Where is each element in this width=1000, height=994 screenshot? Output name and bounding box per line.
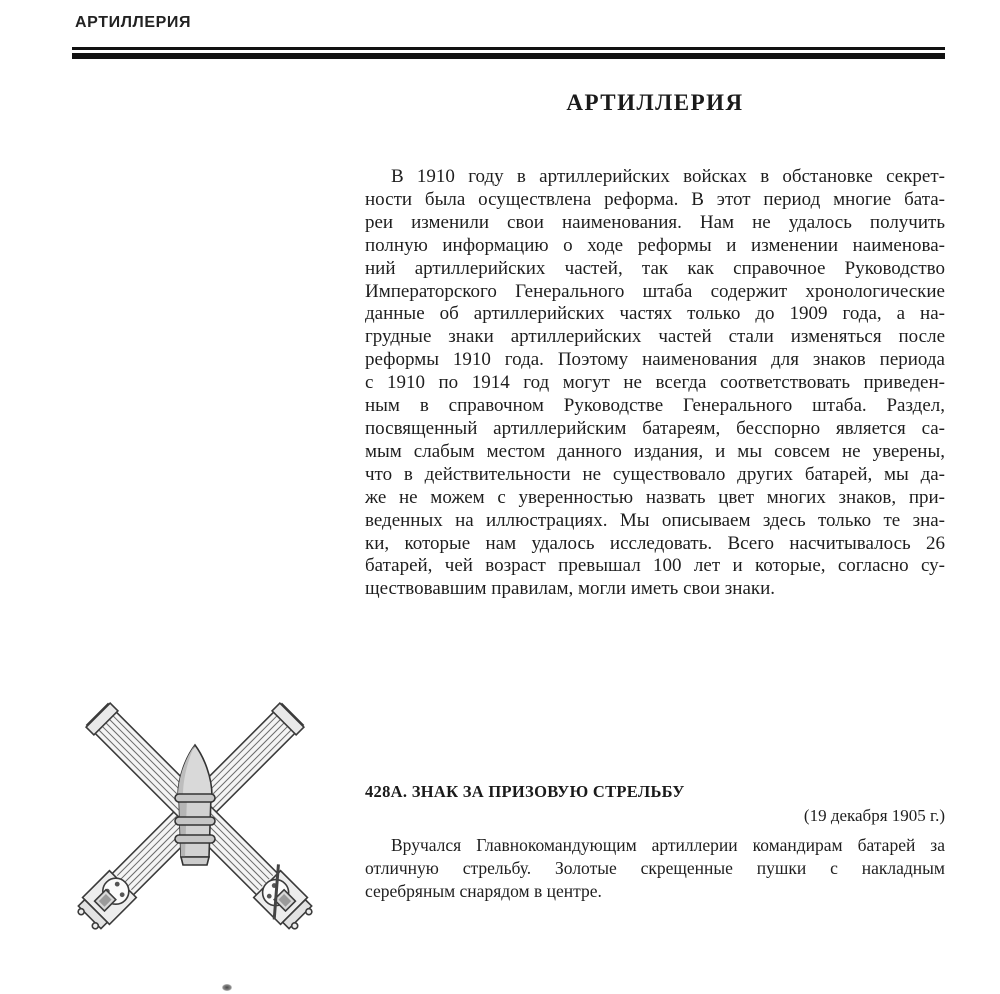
text-line: полную информацию о ходе реформы и изменении наименова- xyxy=(365,234,945,256)
text-line: батарей, чей возраст превышал 100 лет и которые, согласно су- xyxy=(365,555,945,577)
text-line: ществовавшим правилам, могли иметь свои знаки. xyxy=(365,578,776,600)
page-title: АРТИЛЛЕРИЯ xyxy=(566,90,744,115)
crossed-cannons-with-shell-icon xyxy=(75,698,315,930)
header-rule-thick xyxy=(72,53,945,59)
text-line: же не можем с уверенностью назвать цвет многих знаков, при- xyxy=(365,486,945,508)
text-line: ности была осуществлена реформа. В этот период многие бата- xyxy=(365,188,945,210)
entry-date: (19 декабря 1905 г.) xyxy=(803,806,945,825)
intro-paragraph xyxy=(365,166,945,601)
text-line: реформы 1910 года. Поэтому наименования для знаков периода xyxy=(365,349,945,371)
text-line: мым слабым местом данного издания, и мы совсем не уверены, xyxy=(365,440,945,462)
text-line: Императорского Генерального штаба содержит хронологические xyxy=(365,280,945,302)
text-line: с 1910 по 1914 год могут не всегда соответствовать приведен- xyxy=(365,372,945,394)
text-line: реи изменили свои наименования. Нам не удалось получить xyxy=(365,211,945,233)
text-line: что в действительности не существовало других батарей, мы да- xyxy=(365,463,945,485)
page-bottom-mark xyxy=(222,984,232,991)
text-line: В 1910 году в артиллерийских войсках в обстановке секрет- xyxy=(391,166,945,187)
entry-heading: 428А. ЗНАК ЗА ПРИЗОВУЮ СТРЕЛЬБУ xyxy=(365,782,685,801)
text-line: веденных на иллюстрациях. Мы описываем здесь только те зна- xyxy=(365,509,945,531)
text-line: посвященный артиллерийским батареям, бесспорно является са- xyxy=(365,417,945,439)
text-line: отличную стрельбу. Золотые скрещенные пушки с накладным xyxy=(365,858,945,878)
text-line: грудные знаки артиллерийских частей стали изменяться после xyxy=(365,326,945,348)
running-head: АРТИЛЛЕРИЯ xyxy=(75,14,192,31)
text-line: ным в справочном Руководстве Генерального штаба. Раздел, xyxy=(365,395,945,417)
badge-illustration xyxy=(75,698,315,930)
header-rule-thin xyxy=(72,47,945,50)
text-line: ний артиллерийских частей, так как справочное Руководство xyxy=(365,257,945,279)
text-line: данные об артиллерийских частях только до 1909 года, а на- xyxy=(365,303,945,325)
entry-description xyxy=(365,834,945,903)
text-line: серебряным снарядом в центре. xyxy=(365,881,602,901)
text-line: ки, которые нам удалось исследовать. Всего насчитывалось 26 xyxy=(365,532,945,554)
text-line: Вручался Главнокомандующим артиллерии командирам батарей за xyxy=(391,835,945,855)
